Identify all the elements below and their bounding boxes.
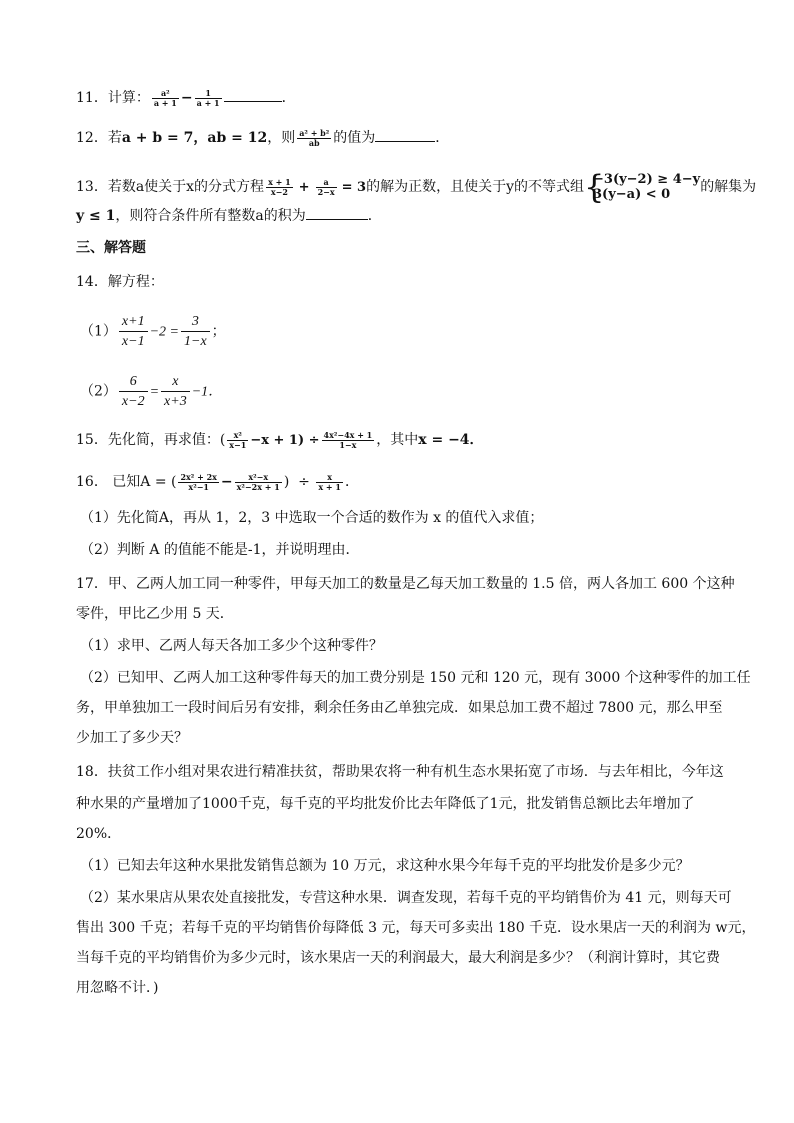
q15-fraction-2: $\frac{\text{4x²−4x + 1}}{1-x}$ [323,429,373,450]
question-18-part-2-line-4: 用忽略不计．) [76,980,159,996]
question-18-part-2-line-1: （2）某水果店从果农处直接批发，专营这种水果．调查发现，若每千克的平均销售价为 41 元，则每天可 [80,890,732,906]
q14-p1-fraction-2: $\frac{3}{1-x}$ [181,312,210,351]
question-14-part-1: （1） $\frac{x+1}{x-1}$ −2 = $\frac{3}{1-x}$ ； [80,314,226,349]
question-18-part-2-line-3: 当每千克的平均销售价为多少元时，该水果店一天的利润最大，最大利润是多少？（利润计算时，其它费 [76,950,720,966]
q15-fraction-1: $\frac{\text{x²}}{x-1}$ [229,429,247,450]
question-13-continued: y ≤ 1，则符合条件所有整数a的积为 ． [76,208,382,224]
question-18-part-1: （1）已知去年这种水果批发销售总额为 10 万元，求这种水果今年每千克的平均批发价是多少元？ [80,858,690,874]
q13-fraction-1: $\frac{x + 1}{x-2}$ [268,176,291,197]
question-14-title: 14．解方程： [76,274,164,290]
question-18-line-1: 18．扶贫工作小组对果农进行精准扶贫，帮助果农将一种有机生态水果拓宽了市场．与去年相比，今年这 [76,764,724,780]
q13-fraction-2: $\frac{a}{2-x}$ [317,176,335,197]
q16-fraction-3: $\frac{x}{x + 1}$ [318,471,341,492]
question-17-part-1: （1）求甲、乙两人每天各加工多少个这种零件？ [80,638,383,654]
question-17-part-2-line-2: 务，甲单独加工一段时间后另有安排，剩余任务由乙单独完成．如果总加工费不超过 7800 元，那么甲至 [76,700,723,716]
q16-fraction-1: $\frac{\text{2x² + 2x}}{\text{x²−1}}$ [180,471,217,492]
q11-fraction-1: $\frac{\text{a²}}{a + 1}$ [153,87,177,108]
question-18-line-2: 种水果的产量增加了1000千克，每千克的平均批发价比去年降低了1元，批发销售总额比去年增加了 [76,796,695,812]
question-18-line-3: 20%． [76,826,122,842]
q14-p2-fraction-1: $\frac{6}{x-2}$ [119,372,148,411]
q11-prefix: 11．计算： [76,90,150,106]
question-14-part-2: （2） $\frac{6}{x-2}$ = $\frac{x}{x+3}$ −1． [80,374,223,409]
question-16-part-2: （2）判断 A 的值能不能是-1，并说明理由． [80,542,360,558]
question-16-part-1: （1）先化简A，再从 1，2，3 中选取一个合适的数作为 x 的值代入求值； [80,510,544,526]
question-17-line-2: 零件，甲比乙少用 5 天． [76,606,234,622]
q14-p1-fraction-1: $\frac{x+1}{x-1}$ [119,312,148,351]
left-brace-icon: { [584,168,605,206]
answer-blank[interactable] [306,207,368,220]
q14-p2-fraction-2: $\frac{x}{x+3}$ [161,372,190,411]
question-12: 12．若a + b = 7，ab = 12，则 $\frac{\text{a² + b²}}{ab}$ 的值为 ． [76,127,450,148]
answer-blank[interactable] [375,129,435,142]
section-heading: 三、解答题 [76,240,146,256]
question-17-line-1: 17．甲、乙两人加工同一种零件，甲每天加工的数量是乙每天加工数量的 1.5 倍，两人各加工 600 个这种 [76,576,735,592]
question-18-part-2-line-2: 售出 300 千克；若每千克的平均销售价每降低 3 元，每天可多卖出 180 千克．设水果店一天的利润为 w元， [76,920,756,936]
q11-fraction-2: $\frac{1}{a + 1}$ [196,87,220,108]
answer-blank[interactable] [224,89,282,102]
question-17-part-2-line-3: 少加工了多少天？ [76,730,188,746]
question-16: 16． 已知A = ( $\frac{\text{2x² + 2x}}{\text{x²−1}}$ − $\frac{\text{x²−x}}{\text{x²−2x + 1}}$ ) ÷ $\frac{x}{x + 1}$ ． [76,471,359,492]
q12-condition: a + b = 7，ab = 12 [121,130,268,146]
question-13: 13．若数a使关于x的分式方程 $\frac{x + 1}{x-2}$ + $\frac{a}{2-x}$ = 3的解为正数，且使关于y的不等式组 { −3(y−2) ≥ 4−y 3(y−a) < 0 的解集为 [76,168,757,206]
question-15: 15．先化简，再求值：( $\frac{\text{x²}}{x-1}$ −x + 1) ÷ $\frac{\text{4x²−4x + 1}}{1-x}$ ，其中x = −4． [76,429,484,450]
inequality-system: { −3(y−2) ≥ 4−y 3(y−a) < 0 [584,168,701,206]
q12-fraction: $\frac{\text{a² + b²}}{ab}$ [299,127,330,148]
q16-fraction-2: $\frac{\text{x²−x}}{\text{x²−2x + 1}}$ [236,471,280,492]
question-11: 11．计算： $\frac{\text{a²}}{a + 1}$ − $\frac{1}{a + 1}$ ． [76,87,296,108]
question-17-part-2-line-1: （2）已知甲、乙两人加工这种零件每天的加工费分别是 150 元和 120 元，现有 3000 个这种零件的加工任 [80,670,751,686]
